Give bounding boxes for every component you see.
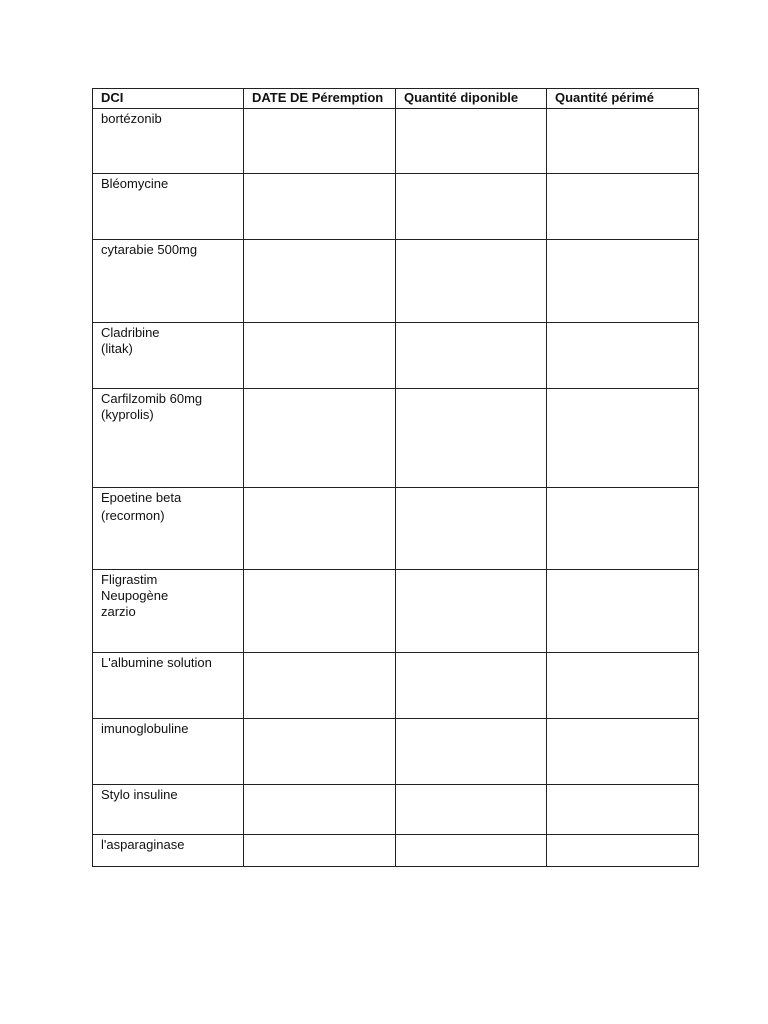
table-row xyxy=(93,570,699,653)
cell-quantity-available xyxy=(396,240,547,323)
dci-line: (recormon) xyxy=(101,508,165,523)
dci-line: bortézonib xyxy=(101,111,162,126)
dci-line: Bléomycine xyxy=(101,176,169,191)
table-row xyxy=(93,323,699,389)
dci-line: Stylo insuline xyxy=(101,787,178,802)
cell-expiry-date xyxy=(244,109,396,174)
dci-line: imunoglobuline xyxy=(101,721,189,736)
cell-dci xyxy=(93,323,244,389)
dci-line: Cladribine xyxy=(101,325,160,340)
header-dci: DCI xyxy=(93,89,244,109)
medication-inventory-table xyxy=(92,88,699,867)
cell-dci xyxy=(93,389,244,488)
cell-quantity-expired xyxy=(547,109,699,174)
cell-dci xyxy=(93,109,244,174)
cell-quantity-expired xyxy=(547,653,699,719)
cell-expiry-date xyxy=(244,389,396,488)
table-row xyxy=(93,174,699,240)
cell-quantity-expired xyxy=(547,323,699,389)
cell-expiry-date xyxy=(244,323,396,389)
cell-dci xyxy=(93,653,244,719)
cell-quantity-expired xyxy=(547,785,699,835)
table-row xyxy=(93,653,699,719)
cell-quantity-available xyxy=(396,835,547,867)
cell-quantity-available xyxy=(396,109,547,174)
cell-quantity-expired xyxy=(547,240,699,323)
cell-expiry-date xyxy=(244,240,396,323)
table-row xyxy=(93,109,699,174)
cell-quantity-available xyxy=(396,488,547,570)
cell-expiry-date xyxy=(244,835,396,867)
table-row xyxy=(93,785,699,835)
cell-quantity-available xyxy=(396,719,547,785)
table-header-row xyxy=(93,89,699,109)
dci-line: cytarabie 500mg xyxy=(101,242,198,257)
dci-line: (litak) xyxy=(101,341,133,356)
cell-quantity-available xyxy=(396,653,547,719)
dci-line: Fligrastim xyxy=(101,572,158,587)
cell-quantity-available xyxy=(396,570,547,653)
cell-quantity-expired xyxy=(547,719,699,785)
cell-quantity-available xyxy=(396,174,547,240)
cell-quantity-expired xyxy=(547,835,699,867)
cell-dci xyxy=(93,174,244,240)
dci-line: Carfilzomib 60mg xyxy=(101,391,203,406)
cell-dci xyxy=(93,570,244,653)
cell-quantity-expired xyxy=(547,488,699,570)
dci-line: Epoetine beta xyxy=(101,490,182,505)
cell-expiry-date xyxy=(244,174,396,240)
cell-expiry-date xyxy=(244,785,396,835)
cell-expiry-date xyxy=(244,719,396,785)
cell-quantity-expired xyxy=(547,174,699,240)
table-body xyxy=(93,109,699,867)
cell-dci xyxy=(93,785,244,835)
cell-dci xyxy=(93,488,244,570)
cell-quantity-expired xyxy=(547,389,699,488)
cell-dci xyxy=(93,719,244,785)
dci-line: l'asparaginase xyxy=(101,837,185,852)
dci-line: L'albumine solution xyxy=(101,655,212,670)
dci-line: (kyprolis) xyxy=(101,407,154,422)
cell-expiry-date xyxy=(244,653,396,719)
header-expiry-date: DATE DE Péremption xyxy=(244,89,396,109)
table-row xyxy=(93,240,699,323)
cell-expiry-date xyxy=(244,488,396,570)
dci-line: Neupogène xyxy=(101,588,169,603)
table-row xyxy=(93,835,699,867)
header-quantity-available: Quantité diponible xyxy=(396,89,547,109)
dci-line: zarzio xyxy=(101,604,136,619)
table-row xyxy=(93,488,699,570)
cell-quantity-available xyxy=(396,323,547,389)
cell-quantity-expired xyxy=(547,570,699,653)
cell-quantity-available xyxy=(396,785,547,835)
header-quantity-expired: Quantité périmé xyxy=(547,89,699,109)
cell-quantity-available xyxy=(396,389,547,488)
cell-expiry-date xyxy=(244,570,396,653)
table-row xyxy=(93,389,699,488)
cell-dci xyxy=(93,835,244,867)
table-row xyxy=(93,719,699,785)
cell-dci xyxy=(93,240,244,323)
